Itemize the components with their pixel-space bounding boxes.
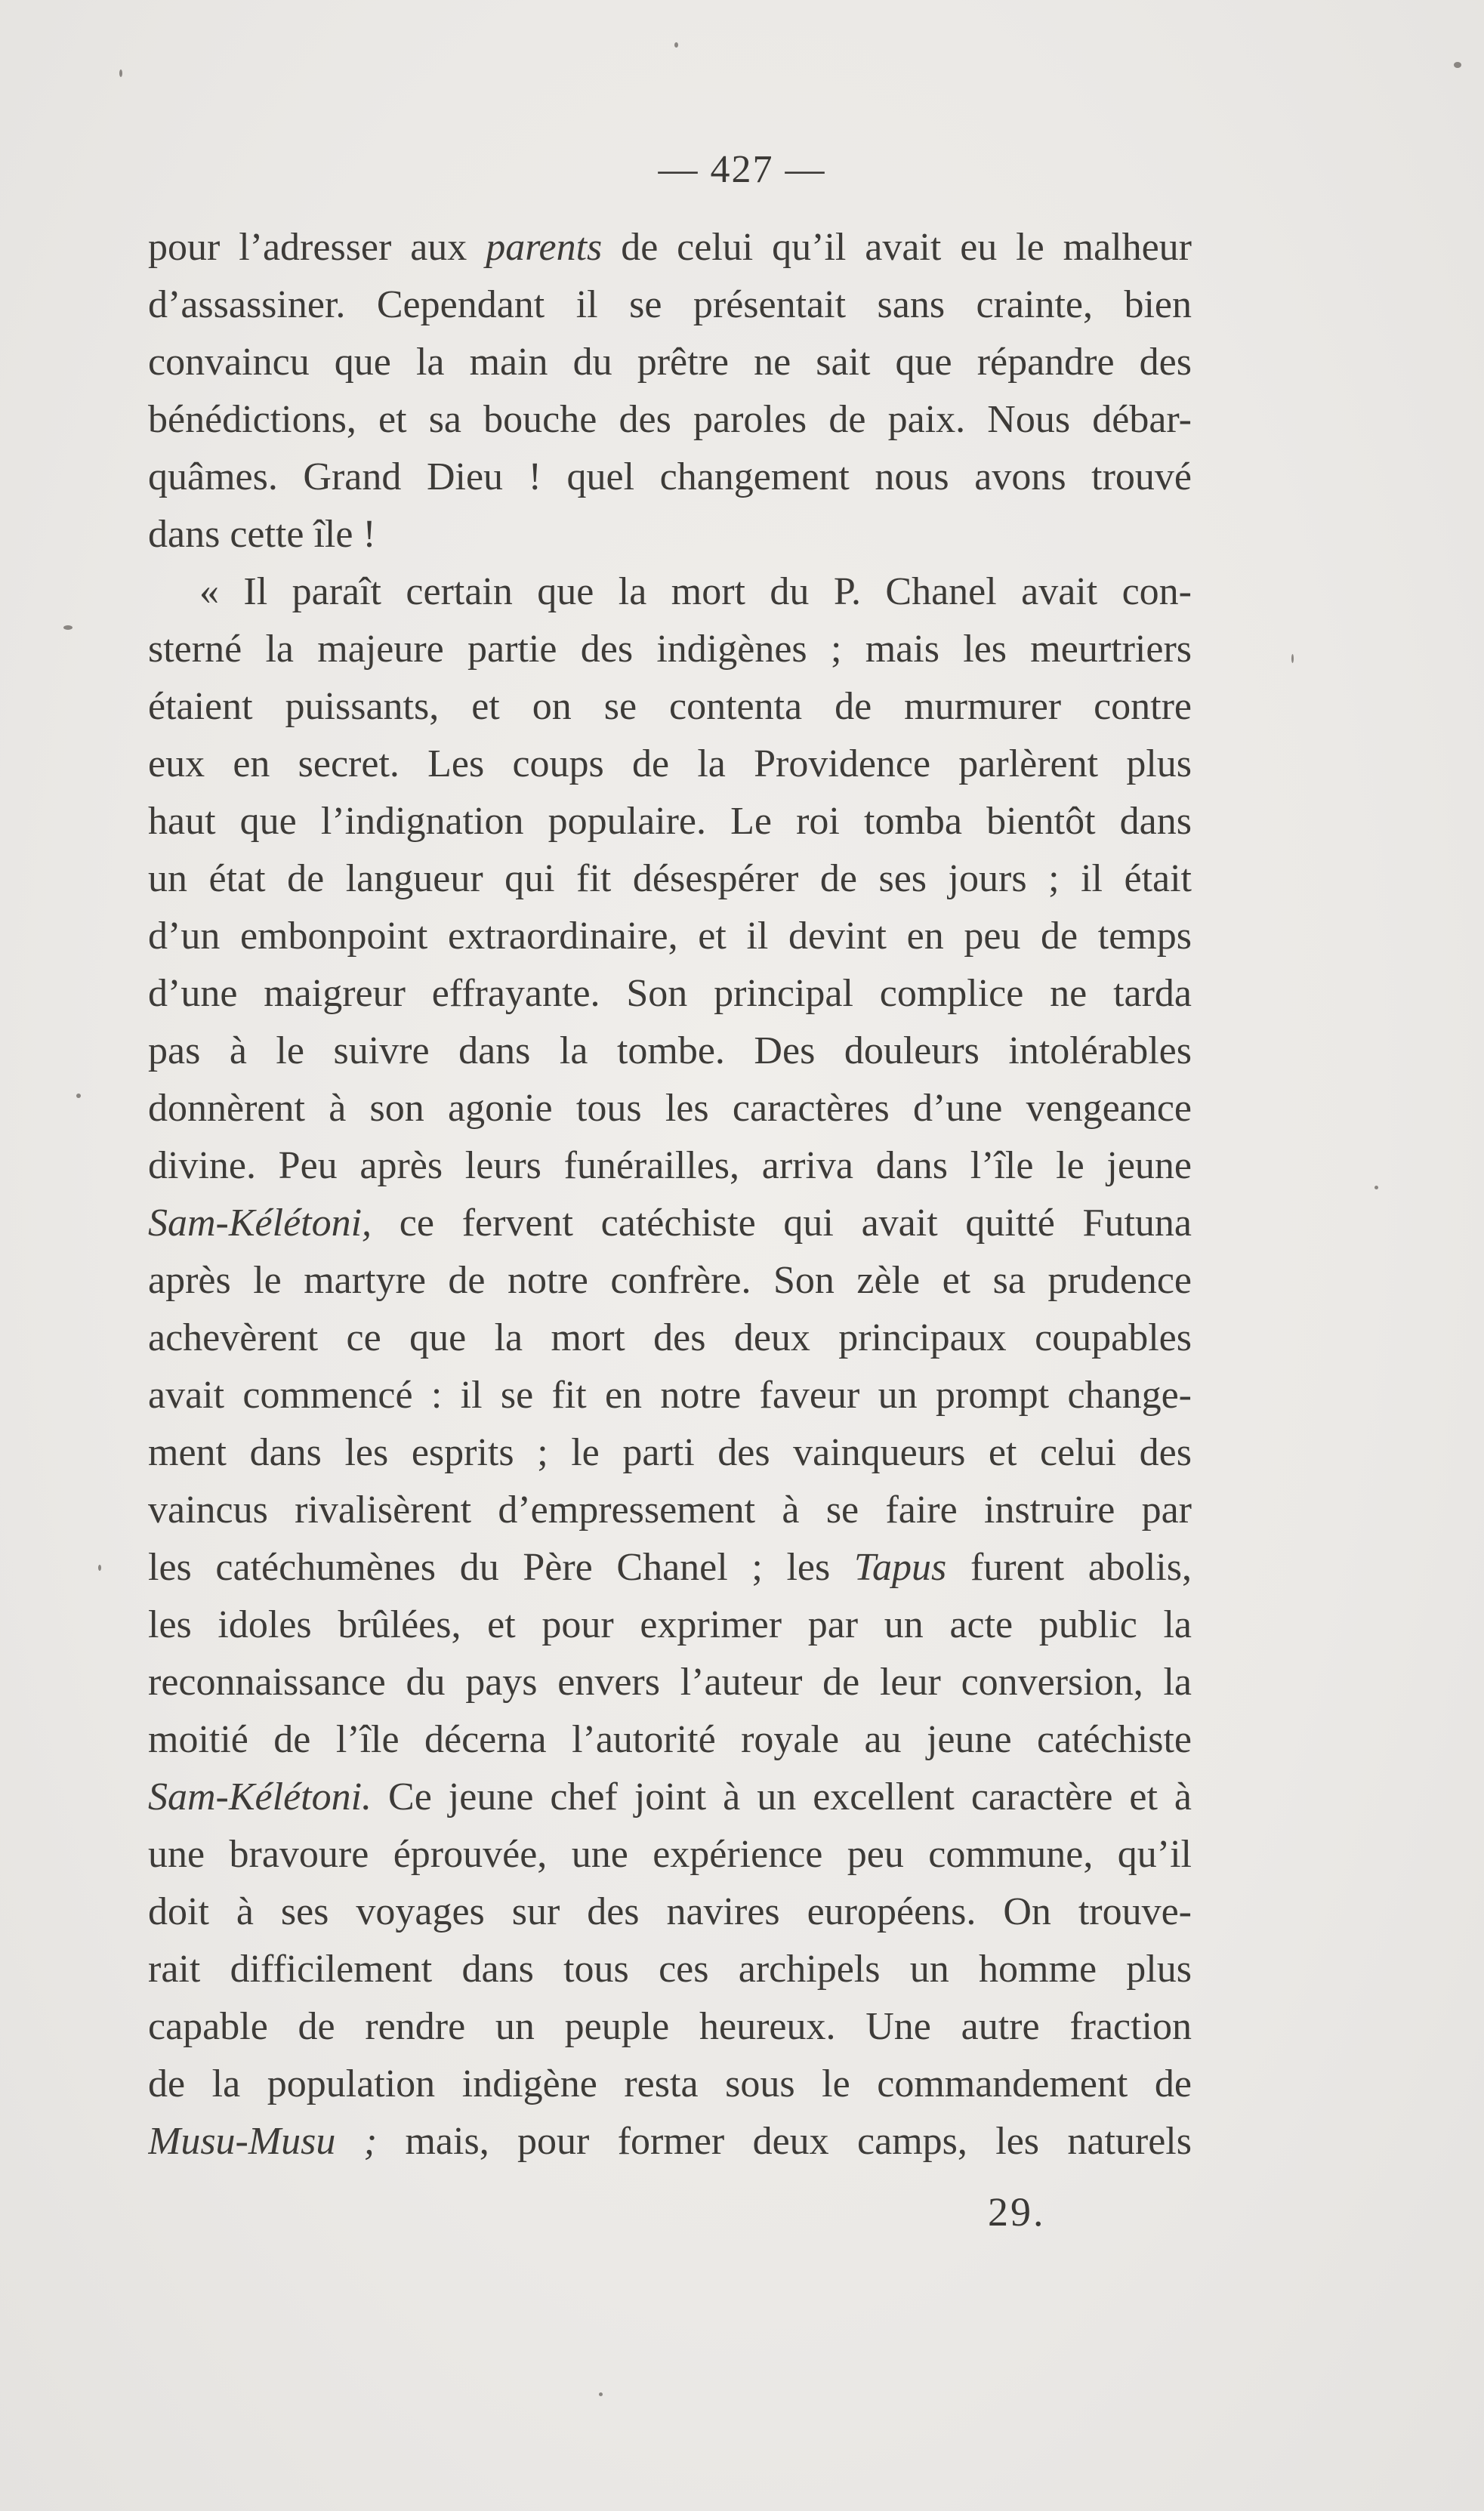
text-run: bénédictions, et sa bouche des paroles de paix. Nous débar- [148,398,1192,441]
paper-speck [76,1094,81,1098]
text-line [148,1883,1192,1941]
text-run: eux en secret. Les coups de la Providence parlèrent plus [148,742,1192,785]
text-run: après le martyre de notre confrère. Son zèle et sa prudence [148,1259,1192,1302]
paper-speck [63,625,73,630]
text-run: étaient puissants, et on se contenta de murmurer contre [148,685,1192,728]
text-line [148,1826,1192,1883]
text-run: pour l’adresser aux [148,226,486,269]
text-run: reconnaissance du pays envers l’auteur de leur conversion, la [148,1661,1192,1704]
text-line [148,1482,1192,1539]
text-run: dans cette île ! [148,513,376,556]
text-line [148,2113,1192,2170]
text-line [148,1195,1192,1252]
text-line [148,1711,1192,1769]
text-line [148,1654,1192,1711]
text-run: Ce jeune chef joint à un excellent caractère et à [372,1775,1192,1818]
text-run: convaincu que la main du prêtre ne sait que répandre des [148,341,1192,384]
text-line [148,736,1192,793]
text-run: avait commencé : il se fit en notre faveur un prompt change- [148,1374,1192,1417]
text-run: vaincus rivalisèrent d’empressement à se faire instruire par [148,1488,1192,1532]
text-run: d’une maigreur effrayante. Son principal complice ne tarda [148,972,1192,1015]
text-run: d’un embonpoint extraordinaire, et il devint en peu de temps [148,915,1192,958]
signature-mark: 29. [988,2189,1046,2235]
text-run: les catéchumènes du Père Chanel ; les [148,1546,854,1589]
text-run: ment dans les esprits ; le parti des vainqueurs et celui des [148,1431,1192,1474]
text-run: quâmes. Grand Dieu ! quel changement nous avons trouvé [148,455,1192,498]
text-run: divine. Peu après leurs funérailles, arriva dans l’île le jeune [148,1144,1192,1187]
text-line [148,965,1192,1023]
text-line [148,1941,1192,1998]
text-run: donnèrent à son agonie tous les caractères d’une vengeance [148,1087,1192,1130]
text-run: de celui qu’il avait eu le malheur [602,226,1192,269]
text-run: achevèrent ce que la mort des deux principaux coupables [148,1316,1192,1359]
text-line [148,219,1192,276]
italic-text: Sam-Kélétoni. [148,1775,372,1818]
text-run: une bravoure éprouvée, une expérience peu commune, qu’il [148,1833,1192,1876]
text-run: ce fervent catéchiste qui avait quitté Futuna [372,1202,1192,1245]
text-run: doit à ses voyages sur des navires européens. On trouve- [148,1890,1192,1933]
text-line [148,1309,1192,1367]
italic-text: Musu-Musu ; [148,2120,378,2163]
text-line [148,1080,1192,1137]
text-line [148,449,1192,506]
paper-speck [1454,62,1461,68]
text-line [148,850,1192,908]
text-line [148,621,1192,678]
text-line [148,1769,1192,1826]
text-line [148,2056,1192,2113]
page-number-header: — 427 — [658,148,826,191]
paper-speck [98,1565,101,1571]
paper-speck [119,69,122,77]
text-line [148,1023,1192,1080]
body-text [148,219,1192,2170]
text-run: mais, pour former deux camps, les naturels [377,2120,1192,2163]
text-run: sterné la majeure partie des indigènes ; mais les meurtriers [148,628,1192,671]
text-run: de la population indigène resta sous le commandement de [148,2062,1192,2105]
text-line [148,1252,1192,1309]
text-run: capable de rendre un peuple heureux. Une autre fraction [148,2005,1192,2048]
paper-speck [1374,1186,1378,1189]
italic-text: parents [486,226,603,269]
text-line [148,1424,1192,1482]
text-line [148,1539,1192,1596]
text-run: moitié de l’île décerna l’autorité royale au jeune catéchiste [148,1718,1192,1761]
text-line [148,391,1192,449]
text-run: furent abolis, [946,1546,1192,1589]
text-line [148,793,1192,850]
text-line [148,1137,1192,1195]
text-line [148,1596,1192,1654]
text-line [148,908,1192,965]
text-line [148,563,1192,621]
text-run: les idoles brûlées, et pour exprimer par un acte public la [148,1603,1192,1646]
text-run: d’assassiner. Cependant il se présentait sans crainte, bien [148,283,1192,326]
italic-text: Sam-Kélétoni, [148,1202,372,1245]
text-line [148,678,1192,736]
italic-text: Tapus [853,1546,947,1589]
text-run: un état de langueur qui fit désespérer de ses jours ; il était [148,857,1192,900]
text-line [148,334,1192,391]
paper-speck [1291,654,1294,663]
text-line [148,1998,1192,2056]
text-run: rait difficilement dans tous ces archipels un homme plus [148,1948,1192,1991]
text-run: pas à le suivre dans la tombe. Des douleurs intolérables [148,1029,1192,1072]
text-run: « Il paraît certain que la mort du P. Chanel avait con- [199,570,1192,613]
text-line [148,276,1192,334]
paper-speck [674,42,678,48]
text-line [148,506,1192,563]
paper-speck [599,2392,603,2396]
text-line [148,1367,1192,1424]
text-run: haut que l’indignation populaire. Le roi tomba bientôt dans [148,800,1192,843]
